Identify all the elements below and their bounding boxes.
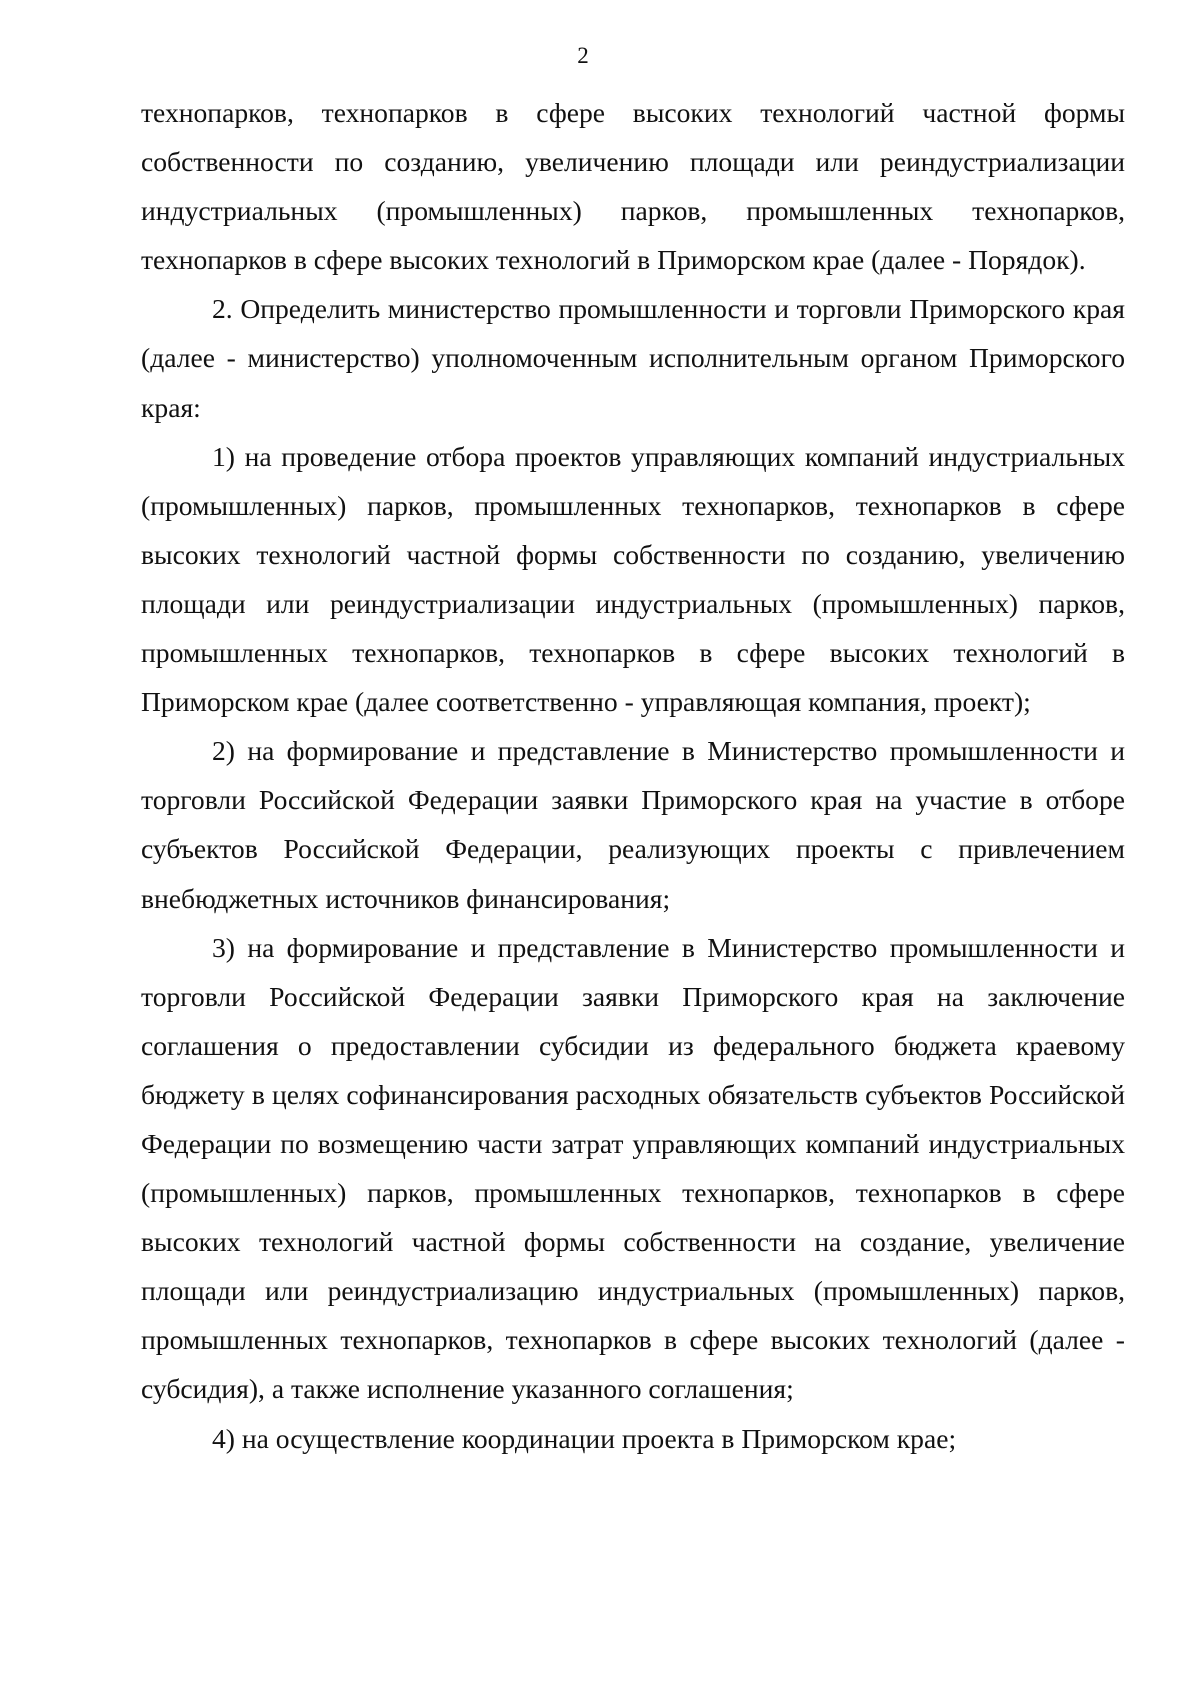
page-number: 2 bbox=[577, 43, 589, 68]
paragraph-subitem-2: 2) на формирование и представление в Министерство промышленности и торговли Российской Федерации заявки Приморского края на участие в отборе субъектов Российской Федерации, реализующих проекты с привлечением внебюджетных источников финансирования; bbox=[141, 735, 1125, 914]
paragraph-subitem-3: 3) на формирование и представление в Министерство промышленности и торговли Российской Федерации заявки Приморского края на заключение соглашения о предоставлении субсидии из федерального бюджета краевому бюджету в целях софинансирования расходных обязательств субъектов Российской Федерации по возмещению части затрат управляющих компаний индустриальных (промышленных) парков, промышленных технопарков, технопарков в сфере высоких технологий частной формы собственности на создание, увеличение площади или реиндустриализацию индустриальных (промышленных) парков, промышленных технопарков, технопарков в сфере высоких технологий (далее - субсидия), а также исполнение указанного соглашения; bbox=[141, 931, 1125, 1405]
paragraph-subitem-4: 4) на осуществление координации проекта в Приморском крае; bbox=[212, 1422, 957, 1454]
paragraph-item-2: 2. Определить министерство промышленности и торговли Приморского края (далее - министерство) уполномоченным исполнительным органом Приморского края: bbox=[141, 293, 1125, 423]
paragraph-subitem-1: 1) на проведение отбора проектов управляющих компаний индустриальных (промышленных) парков, промышленных технопарков, технопарков в сфере высоких технологий частной формы собственности по созданию, увеличению площади или реиндустриализации индустриальных (промышленных) парков, промышленных технопарков, технопарков в сфере высоких технологий в Приморском крае (далее соответственно - управляющая компания, проект); bbox=[141, 440, 1125, 718]
paragraph-continuation: технопарков, технопарков в сфере высоких технологий частной формы собственности по созданию, увеличению площади или реиндустриализации индустриальных (промышленных) парков, промышленных технопарков, технопарков в сфере высоких технологий в Приморском крае (далее - Порядок). bbox=[141, 97, 1125, 276]
document-body bbox=[141, 88, 1125, 1463]
